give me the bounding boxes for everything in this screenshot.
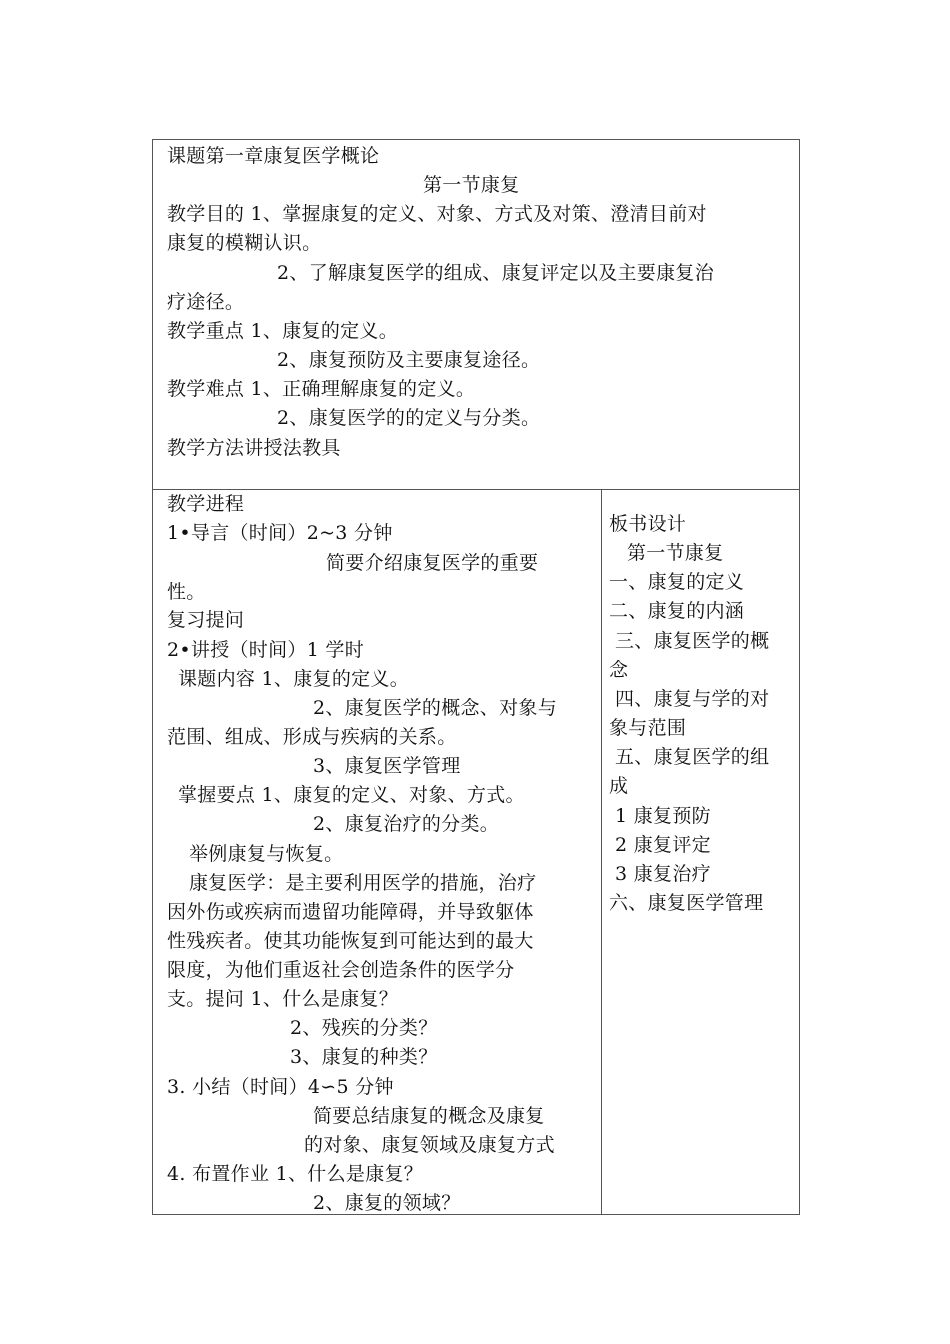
method-line: 教学方法讲授法教具 [167,437,341,459]
board-heading: 板书设计 [609,513,687,535]
board-line: 成 [609,775,629,797]
section-title: 第一节康复 [423,174,520,196]
board-line: 念 [609,659,629,681]
progress-line: 课题内容 1、康复的定义。 [178,668,410,690]
objective-line: 2、了解康复医学的组成、康复评定以及主要康复治 [277,262,714,284]
progress-line: 3、康复的种类？ [290,1046,438,1068]
board-line: 1 康复预防 [615,805,711,827]
difficulty-line: 2、康复医学的的定义与分类。 [277,407,541,429]
objective-line: 疗途径。 [167,291,245,313]
progress-line: 复习提问 [167,609,245,631]
board-line: 六、康复医学管理 [609,892,764,914]
board-line: 2 康复评定 [615,834,711,856]
progress-line: 2、康复的领域？ [313,1192,461,1214]
progress-line: 2•讲授（时间）1 学时 [167,639,365,661]
lesson-title: 课题第一章康复医学概论 [167,145,380,167]
progress-heading: 教学进程 [167,493,245,515]
board-line: 一、康复的定义 [609,571,745,593]
progress-line: 的对象、康复领域及康复方式 [304,1134,555,1156]
progress-line: 3、康复医学管理 [313,755,461,777]
progress-line: 因外伤或疾病而遗留功能障碍，并导致躯体 [167,901,534,923]
row-divider [153,489,799,490]
board-line: 3 康复治疗 [615,863,711,885]
difficulty-line: 教学难点 1、正确理解康复的定义。 [167,378,476,400]
progress-line: 4. 布置作业 1、什么是康复？ [167,1163,424,1185]
progress-line: 3. 小结（时间）4∽5 分钟 [167,1076,394,1098]
progress-line: 2、康复医学的概念、对象与 [313,697,557,719]
progress-line: 1•导言（时间）2~3 分钟 [167,522,393,544]
objective-line: 康复的模糊认识。 [167,232,322,254]
key-point-line: 2、康复预防及主要康复途径。 [277,349,541,371]
progress-line: 限度，为他们重返社会创造条件的医学分 [167,959,515,981]
board-line: 象与范围 [609,717,687,739]
column-divider [601,489,602,1214]
progress-line: 2、残疾的分类？ [290,1017,438,1039]
progress-line: 简要总结康复的概念及康复 [313,1105,545,1127]
board-line: 三、康复医学的概 [615,630,770,652]
progress-line: 举例康复与恢复。 [189,843,344,865]
progress-line: 性。 [167,581,206,603]
progress-line: 2、康复治疗的分类。 [313,813,500,835]
board-line: 四、康复与学的对 [615,688,770,710]
progress-line: 支。提问 1、什么是康复？ [167,988,399,1010]
board-line: 第一节康复 [627,542,724,564]
progress-line: 简要介绍康复医学的重要 [326,552,539,574]
progress-line: 康复医学：是主要利用医学的措施，治疗 [189,872,537,894]
board-line: 二、康复的内涵 [609,600,745,622]
key-point-line: 教学重点 1、康复的定义。 [167,320,399,342]
progress-line: 性残疾者。使其功能恢复到可能达到的最大 [167,930,534,952]
objective-line: 教学目的 1、掌握康复的定义、对象、方式及对策、澄清目前对 [167,203,707,225]
progress-line: 掌握要点 1、康复的定义、对象、方式。 [178,784,525,806]
board-line: 五、康复医学的组 [615,746,770,768]
progress-line: 范围、组成、形成与疾病的关系。 [167,726,457,748]
